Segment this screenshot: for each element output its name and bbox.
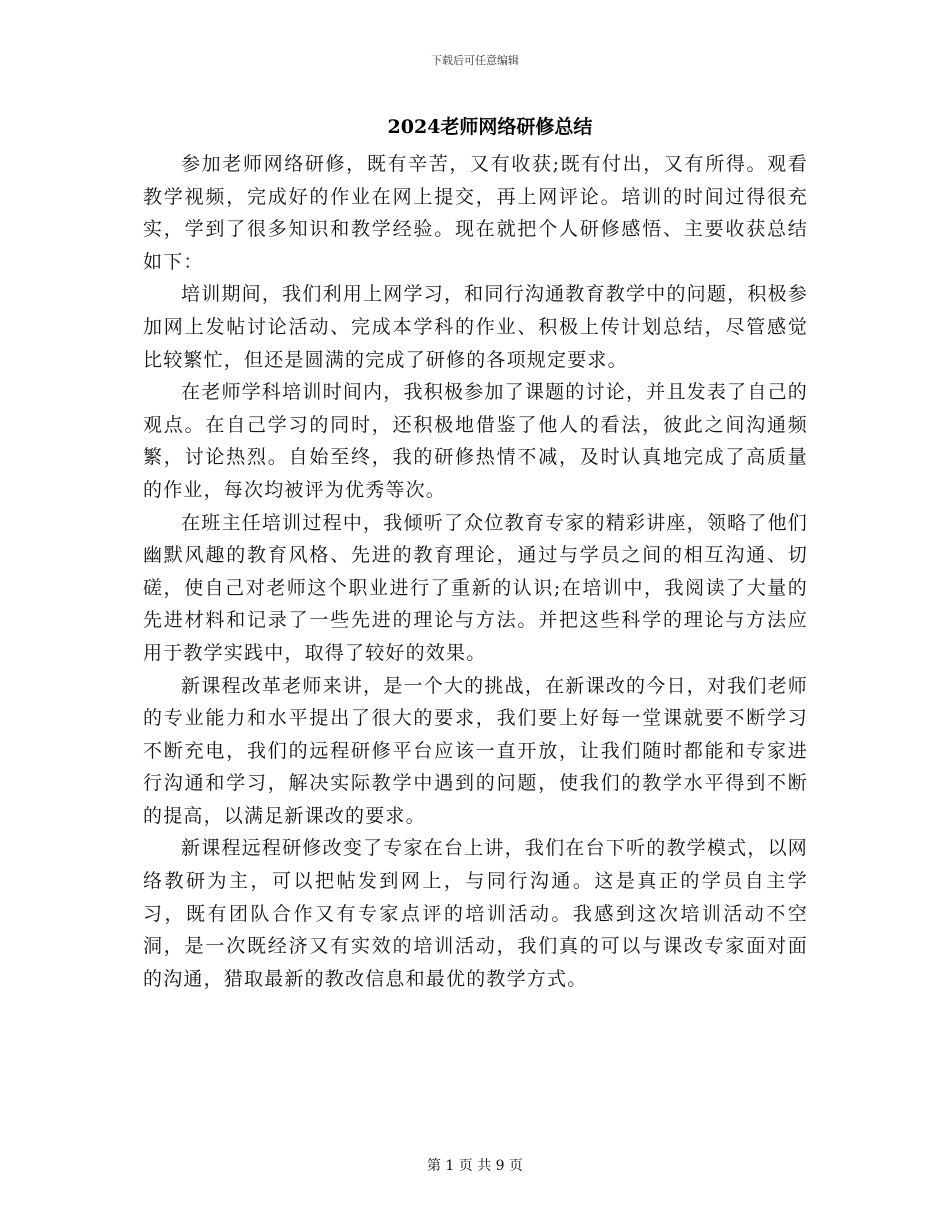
paragraph-subject-training: 在老师学科培训时间内，我积极参加了课题的讨论，并且发表了自己的观点。在自己学习的同时，还积极地借鉴了他人的看法，彼此之间沟通频繁，讨论热烈。自始至终，我的研修热情不减，及时认真地完成了高质量的作业，每次均被评为优秀等次。 [143,381,808,501]
paragraph-remote-training: 新课程远程研修改变了专家在台上讲，我们在台下听的教学模式，以网络教研为主，可以把帖发到网上，与同行沟通。这是真正的学员自主学习，既有团队合作又有专家点评的培训活动。我感到这次培训活动不空洞，是一次既经济又有实效的培训活动，我们真的可以与课改专家面对面的沟通，猎取最新的教改信息和最优的教学方式。 [143,837,808,990]
document-title: 2024老师网络研修总结 [387,116,593,138]
paragraph-training-period: 培训期间，我们利用上网学习，和同行沟通教育教学中的问题，积极参加网上发帖讨论活动、完成本学科的作业、积极上传计划总结，尽管感觉比较繁忙，但还是圆满的完成了研修的各项规定要求。 [143,283,808,371]
page-number: 第 1 页 共 9 页 [426,1158,524,1174]
paragraph-head-teacher-training: 在班主任培训过程中，我倾听了众位教育专家的精彩讲座，领略了他们幽默风趣的教育风格、先进的教育理论，通过与学员之间的相互沟通、切磋，使自己对老师这个职业进行了重新的认识;在培训中，我阅读了大量的先进材料和记录了一些先进的理论与方法。并把这些科学的理论与方法应用于教学实践中，取得了较好的效果。 [143,511,808,664]
paragraph-intro: 参加老师网络研修，既有辛苦，又有收获;既有付出，又有所得。观看教学视频，完成好的作业在网上提交，再上网评论。培训的时间过得很充实，学到了很多知识和教学经验。现在就把个人研修感悟、主要收获总结如下： [143,153,808,273]
header-note: 下载后可任意编辑 [431,54,519,67]
document-body [143,148,808,995]
paragraph-curriculum-reform: 新课程改革老师来讲，是一个大的挑战，在新课改的今日，对我们老师的专业能力和水平提出了很大的要求，我们要上好每一堂课就要不断学习不断充电，我们的远程研修平台应该一直开放，让我们随时都能和专家进行沟通和学习，解决实际教学中遇到的问题，使我们的教学水平得到不断的提高，以满足新课改的要求。 [143,674,808,827]
